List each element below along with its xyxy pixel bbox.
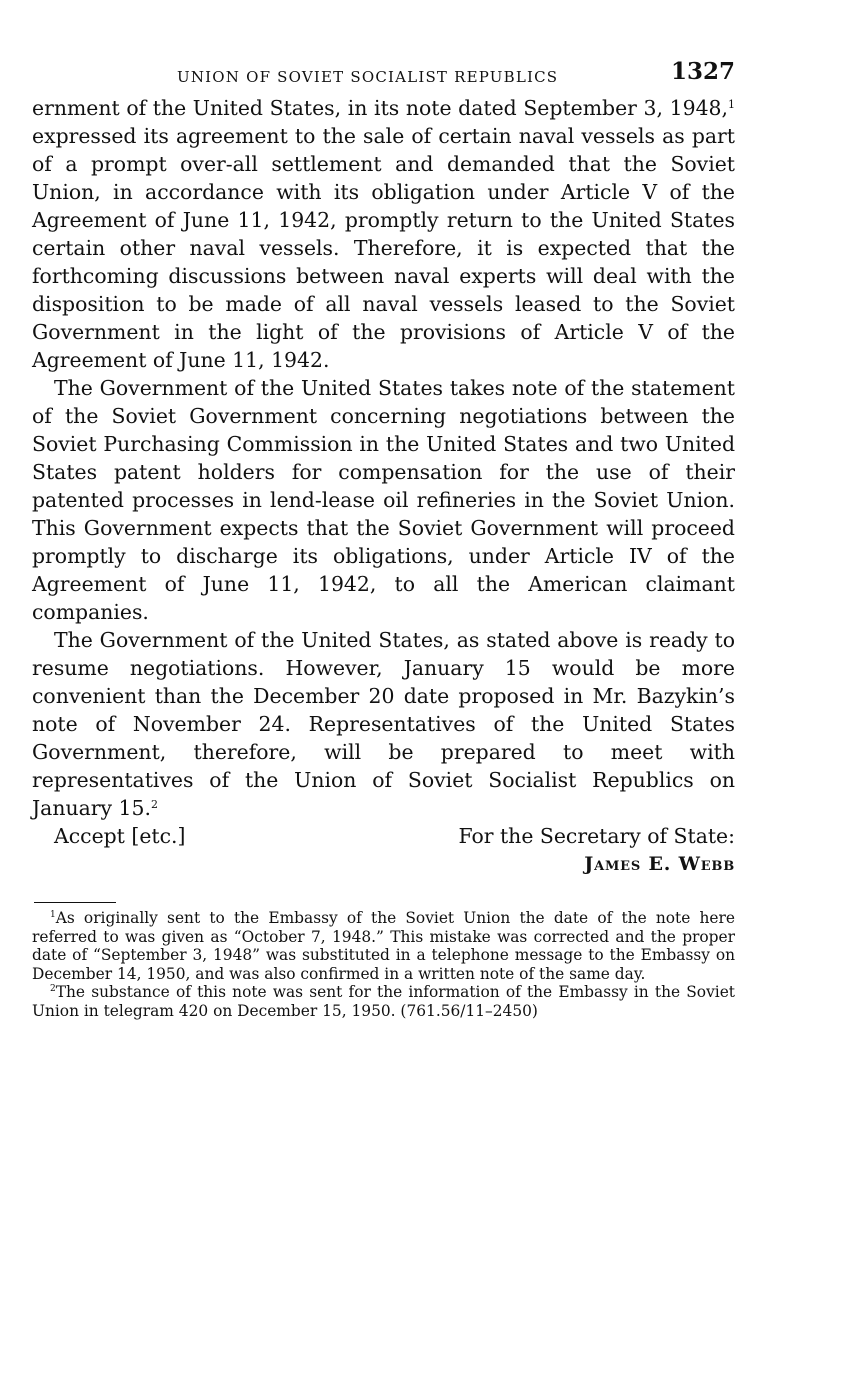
footnote-2 — [32, 983, 735, 1020]
paragraph-1 — [32, 94, 735, 374]
closing-for-secretary: For the Secretary of State: — [458, 824, 735, 848]
paragraph-3 — [32, 626, 735, 822]
signer-name: James E. Webb — [584, 853, 735, 875]
paragraph-1-text: ernment of the United States, in its note dated September 3, 1948, — [32, 96, 728, 120]
footnote-ref-2: 2 — [150, 798, 158, 811]
paragraph-2: The Government of the United States takes note of the statement of the Soviet Government concerning negotiations between the Soviet Purchasing Commission in the United States and two United States patent holders for compensation for the use of their patented processes in lend-lease oil refineries in the Soviet Union. This Government expects that the Soviet Government will proceed promptly to discharge its obligations, under Article IV of the Agreement of June 11, 1942, to all the American claimant companies. — [32, 376, 735, 624]
paragraph-3-text: The Government of the United States, as stated above is ready to resume negotiations. However, January 15 would be more convenient than the December 20 date proposed in Mr. Bazykin’s note of November 24. Representatives of the United States Government, therefore, will be prepared to meet with representatives of the Union of Soviet Socialist Republics on January 15. — [32, 628, 735, 820]
running-title: UNION OF SOVIET SOCIALIST REPUBLICS — [177, 68, 559, 86]
footnote-2-text: The substance of this note was sent for the information of the Embassy in the Soviet Union in telegram 420 on December 15, 1950. (761.56/11–2450) — [32, 983, 735, 1020]
footnote-ref-1: 1 — [728, 98, 735, 111]
document-page — [32, 58, 735, 1020]
closing-block — [32, 822, 735, 880]
page-header — [32, 58, 735, 94]
footnote-1-text: As originally sent to the Embassy of the Soviet Union the date of the note here referred to was given as “October 7, 1948.” This mistake was corrected and the proper date of “September 3, 1948” was substituted in a telephone message to the Embassy on December 14, 1950, and was also confirmed in a written note of the same day. — [32, 909, 735, 983]
footnote-divider — [34, 902, 116, 903]
page-number: 1327 — [670, 58, 735, 85]
footnote-1 — [32, 909, 735, 983]
closing-accept: Accept [etc.] — [54, 824, 186, 848]
paragraph-1-rest: expressed its agreement to the sale of certain naval vessels as part of a prompt over-all settlement and demanded that the Soviet Union, in accordance with its obligation under Article V of the Agreement of June 11, 1942, promptly return to the United States certain other naval vessels. Therefore, it is expected that the forthcoming discussions between naval experts will deal with the disposition to be made of all naval vessels leased to the Soviet Government in the light of the provisions of Article V of the Agreement of June 11, 1942. — [32, 124, 735, 372]
footnote-2-marker: 2 — [50, 984, 56, 994]
footnote-1-marker: 1 — [50, 910, 56, 920]
